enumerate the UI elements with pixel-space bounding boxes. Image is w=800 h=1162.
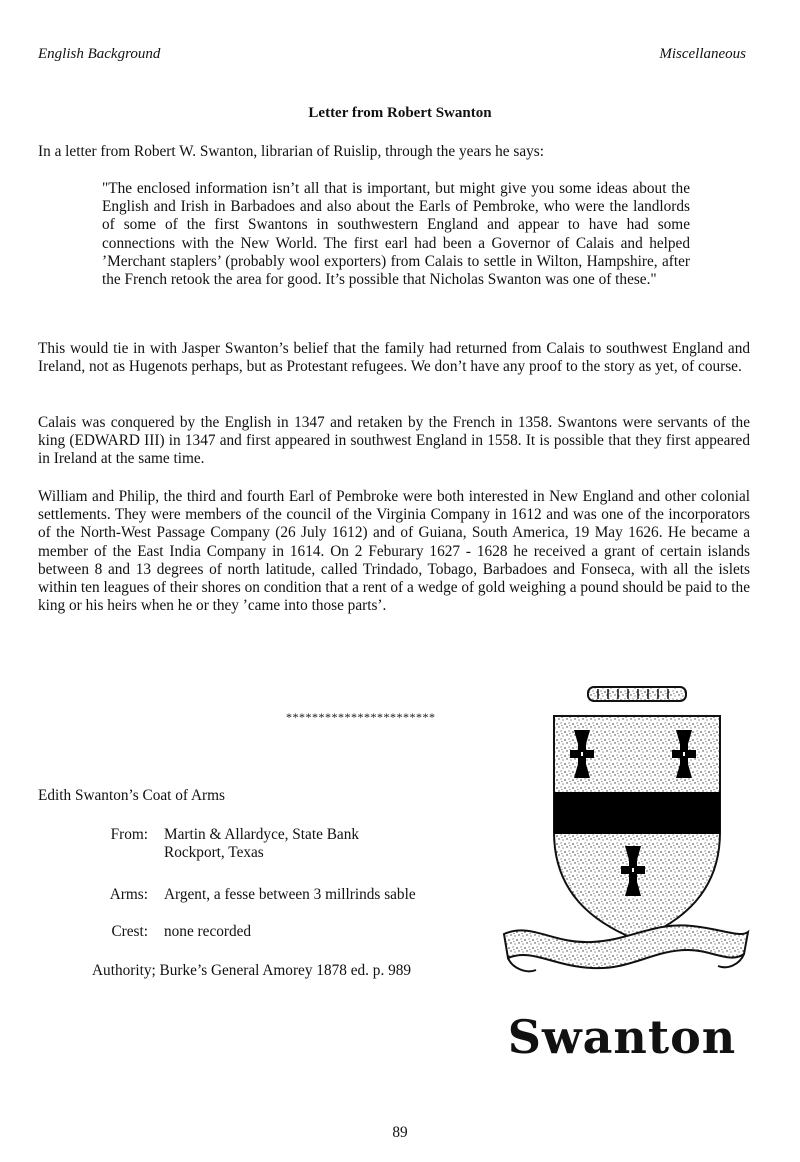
coat-of-arms-shield-icon [492,682,752,1002]
page-number: 89 [392,1124,408,1141]
from-value [164,826,464,862]
paragraph-calais-belief: This would tie in with Jasper Swanton’s belief that the family had returned from Calais to southwest England and Ireland, not as Hugenots perhaps, but as Protestant refugees. We don’t have any proof to the story as yet, of course. [38,340,750,376]
crest-label: Crest: [111,923,148,940]
crest-surname-lettering: Swanton [507,1010,737,1064]
paragraph-calais-history: Calais was conquered by the English in 1347 and retaken by the French in 1358. Swantons were servants of the king (EDWARD III) in 1347 and first appeared in southwest England in 1558. It is possible that they first appeared in Ireland at the same time. [38,414,750,468]
letter-title: Letter from Robert Swanton [308,105,492,121]
arms-value: Argent, a fesse between 3 millrinds sable [164,886,416,903]
paragraph-pembroke: William and Philip, the third and fourth Earl of Pembroke were both interested in New England and other colonial settlements. They were members of the council of the Virginia Company in 1612 and was one of the incorporators of the North-West Passage Company (26 July 1612) and of Guiana, South America, 19 May 1626. He became a member of the East India Company in 1614. On 2 Feburary 1627 - 1628 he received a grant of certain islands between 8 and 13 degrees of north latitude, called Trindado, Tobago, Barbadoes and Fonseca, with all the islets within ten leagues of their shores on condition that a rent of a wedge of gold weighing a pound should be paid to the king or his heirs when he or they ’came into those parts’. [38,488,750,615]
quoted-letter: "The enclosed information isn’t all that is important, but might give you some ideas about the English and Irish in Barbadoes and also about the Earls of Pembroke, who were the landlords of some of the first Swantons in southwestern England and appear to have had some connections with the New World. The first earl had been a Governor of Calais and helped ’Merchant staplers’ (probably wool exporters) from Calais to settle in Wilton, Hampshire, after the French retook the area for good. It’s possible that Nicholas Swanton was one of these." [102,180,690,289]
running-header-left: English Background [38,46,161,62]
crest-row [92,923,464,941]
from-line-2: Rockport, Texas [164,844,264,862]
arms-row [92,886,464,904]
from-row [92,826,464,862]
coat-of-arms-title: Edith Swanton’s Coat of Arms [38,787,225,804]
crest-value: none recorded [164,923,252,940]
from-label: From: [110,826,148,843]
section-separator: *********************** [286,710,436,724]
intro-paragraph: In a letter from Robert W. Swanton, librarian of Ruislip, through the years he says: [38,143,544,160]
from-line-1: Martin & Allardyce, State Bank [164,826,359,843]
running-header-right: Miscellaneous [659,46,746,62]
authority-citation: Authority; Burke’s General Amorey 1878 ed. p. 989 [92,962,412,979]
arms-label: Arms: [109,886,148,903]
